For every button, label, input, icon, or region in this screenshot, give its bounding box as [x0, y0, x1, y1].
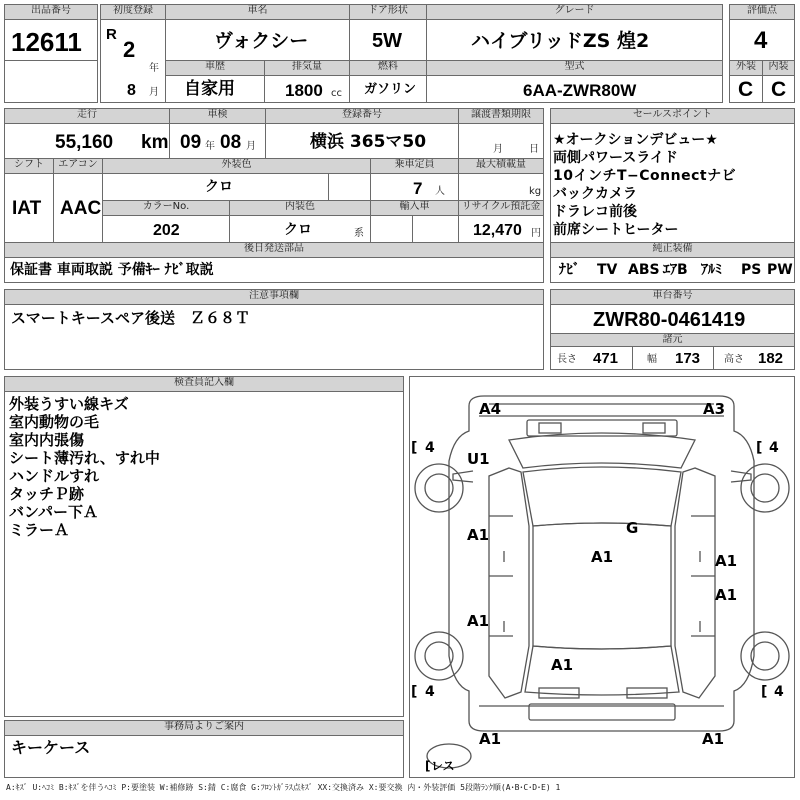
sales-point: バックカメラ [553, 186, 637, 202]
chassis-header: 車台番号 [550, 289, 795, 305]
car-name-cell [165, 19, 350, 61]
import-cell-left [370, 215, 413, 243]
fuel-header: 燃料 [349, 60, 427, 76]
reg-month: 8 [127, 82, 136, 99]
aircon: AAC [60, 198, 102, 219]
sales-point: ドラレコ前後 [553, 204, 637, 220]
max-load-unit: kg [529, 186, 542, 197]
mileage-unit: km [141, 132, 169, 153]
interior-header: 内装 [762, 60, 795, 76]
first-reg-cell [100, 19, 166, 103]
damage-marker: A1 [591, 548, 614, 566]
color-no-header: カラーNo. [102, 200, 230, 216]
car-name-header: 車名 [165, 4, 350, 20]
inspector-note: 室内動物の毛 [9, 413, 100, 431]
inspection-year-unit: 年 [205, 141, 215, 152]
inspector-note: タッチＰ跡 [9, 485, 85, 503]
capacity-cell [370, 173, 459, 201]
height-label: 高さ [724, 354, 744, 365]
ext-color-blank [328, 173, 371, 201]
inspection-header: 車検 [169, 108, 266, 124]
damage-marker: A1 [551, 656, 574, 674]
max-load-header: 最大積載量 [458, 158, 544, 174]
import-cell-right [412, 215, 459, 243]
fuel: ガソリン [364, 82, 417, 97]
inspector-note: ミラーＡ [9, 521, 70, 539]
spare-tire: レス [431, 759, 455, 773]
transfer-cell [458, 123, 544, 159]
recycle-cell [458, 215, 544, 243]
equipment-item: PW [767, 262, 793, 278]
ext-color-header: 外装色 [102, 158, 371, 174]
inspector-box [4, 391, 404, 717]
height-cell [713, 346, 795, 370]
equipment-item: ｱﾙﾐ [701, 262, 722, 278]
lot-number: 12611 [11, 27, 82, 57]
sales-point: 両側パワースライド [553, 150, 678, 166]
equipment-item: ｴｱB [663, 262, 688, 278]
width: 173 [675, 350, 701, 367]
reg-year: 2 [123, 37, 136, 62]
mileage-cell [4, 123, 170, 159]
office-header: 事務局よりご案内 [4, 720, 404, 736]
history-header: 車歴 [165, 60, 265, 76]
damage-marker: A1 [479, 730, 502, 748]
notes-cell [4, 304, 544, 370]
inspection-year: 09 [180, 132, 202, 153]
damage-marker: A4 [479, 400, 502, 418]
inspector-note: シート薄汚れ、すれ中 [9, 449, 160, 467]
grade-header: グレード [426, 4, 723, 20]
history-cell [165, 75, 265, 103]
mileage: 55,160 [55, 132, 114, 153]
int-color-header: 内装色 [229, 200, 371, 216]
tire-left-bottom: 4 [425, 684, 435, 700]
color-no: 202 [153, 222, 180, 239]
later-parts: 保証書 車両取説 予備ｷｰ ﾅﾋﾞ取説 [10, 262, 214, 278]
grade: ハイブリッドZS 煌2 [471, 30, 650, 52]
equipment-item: TV [597, 262, 618, 278]
import-header: 輸入車 [370, 200, 459, 216]
tire-left-top: 4 [425, 440, 435, 456]
later-parts-header: 後日発送部品 [4, 242, 544, 258]
chassis-cell [550, 304, 795, 334]
registration-number: 横浜 365マ50 [310, 132, 427, 152]
tire-left-bottom-bracket: [ [411, 684, 418, 700]
grade-cell [426, 19, 723, 61]
lot-number-header: 出品番号 [4, 4, 98, 20]
recycle: 12,470 [473, 222, 522, 239]
recycle-header: リサイクル預託金 [458, 200, 544, 216]
shift: IAT [12, 198, 42, 219]
sales-points-header: セールスポイント [550, 108, 795, 124]
damage-marker: A3 [703, 400, 726, 418]
length: 471 [593, 350, 619, 367]
inspection-month: 08 [220, 132, 242, 153]
shift-cell [4, 173, 54, 243]
tire-right-top-bracket: [ [756, 440, 763, 456]
score-cell [729, 19, 795, 61]
ext-color-cell [102, 173, 329, 201]
damage-marker: A1 [702, 730, 725, 748]
length-cell [550, 346, 633, 370]
damage-marker: A1 [715, 586, 738, 604]
later-parts-cell [4, 257, 544, 283]
exterior-cell [729, 75, 763, 103]
equipment-item: PS [741, 262, 762, 278]
office-text: キーケース [11, 738, 91, 757]
capacity-unit: 人 [435, 186, 445, 197]
office-cell [4, 735, 404, 778]
legend: A:ｷｽﾞ U:ﾍｺﾐ B:ｷｽﾞを伴うﾍｺﾐ P:要塗装 W:補修跡 S:錆 C:腐食 G:ﾌﾛﾝﾄｶﾞﾗｽ点ｷｽﾞ XX:交換済み X:要交換 内・外装評価 5段階ﾗﾝｸ順(A･B･C･D･E) 1 [6, 783, 561, 792]
equipment-item: ﾅﾋﾞ [559, 262, 580, 278]
sales-point: 前席シートヒーター [553, 222, 679, 238]
interior-grade: C [771, 78, 787, 101]
doors-header: ドア形状 [349, 4, 427, 20]
equipment-cell [550, 257, 795, 283]
displacement-unit: cc [331, 88, 342, 99]
score: 4 [754, 27, 768, 54]
month-unit: 月 [149, 87, 159, 98]
inspector-note: ハンドルすれ [9, 467, 100, 485]
equipment-item: ABS [628, 262, 660, 278]
length-label: 長さ [557, 354, 577, 365]
inspector-note: 室内内張傷 [9, 431, 85, 449]
model: 6AA-ZWR80W [523, 81, 637, 100]
tire-right-bottom: 4 [774, 684, 784, 700]
int-color-unit: 系 [354, 228, 364, 239]
tire-right-top: 4 [769, 440, 779, 456]
first-reg-header: 初度登録 [100, 4, 166, 20]
era: R [106, 26, 117, 43]
mileage-header: 走行 [4, 108, 170, 124]
registration-cell [265, 123, 459, 159]
year-unit: 年 [149, 63, 159, 74]
inspector-note: 外装うすい線キズ [9, 395, 129, 413]
registration-header: 登録番号 [265, 108, 459, 124]
equipment-header: 純正装備 [550, 242, 795, 258]
sales-point: 10インチT−Connectナビ [553, 168, 737, 184]
transfer-header: 譲渡書類期限 [458, 108, 544, 124]
displacement-header: 排気量 [264, 60, 350, 76]
aircon-cell [53, 173, 103, 243]
ext-color: クロ [205, 179, 233, 195]
height: 182 [758, 350, 784, 367]
inspection-month-unit: 月 [246, 141, 256, 152]
width-cell [632, 346, 714, 370]
fuel-cell [349, 75, 427, 103]
damage-marker: U1 [467, 450, 490, 468]
damage-marker: A1 [467, 526, 490, 544]
displacement-cell [264, 75, 350, 103]
aircon-header: エアコン [53, 158, 103, 174]
car-name: ヴォクシー [214, 30, 309, 52]
damage-marker: A1 [467, 612, 490, 630]
int-color-cell [229, 215, 371, 243]
recycle-unit: 円 [531, 228, 541, 239]
tire-right-bottom-bracket: [ [761, 684, 768, 700]
model-cell [426, 75, 723, 103]
exterior-grade: C [738, 78, 754, 101]
doors: 5W [372, 30, 402, 52]
specs-header: 諸元 [550, 333, 795, 347]
displacement: 1800 [285, 81, 323, 100]
history: 自家用 [184, 79, 235, 99]
exterior-header: 外装 [729, 60, 763, 76]
score-header: 評価点 [729, 4, 795, 20]
spare-bracket: [ [425, 759, 431, 773]
transfer-month-unit: 月 [493, 144, 503, 155]
transfer-day-unit: 日 [529, 144, 539, 155]
inspector-note: バンパー下Ａ [9, 503, 98, 521]
capacity-header: 乗車定員 [370, 158, 459, 174]
shift-header: シフト [4, 158, 54, 174]
max-load-cell [458, 173, 544, 201]
interior-cell [762, 75, 795, 103]
model-header: 型式 [426, 60, 723, 76]
capacity: 7 [413, 179, 423, 198]
car-diagram [409, 376, 795, 778]
damage-marker: G [626, 519, 639, 537]
chassis-number: ZWR80-0461419 [593, 309, 746, 331]
lot-number-cell [4, 19, 98, 61]
doors-cell [349, 19, 427, 61]
width-label: 幅 [647, 354, 657, 365]
sales-point: ★オークションデビュー★ [553, 132, 718, 148]
notes-text: スマートキースペア後送 Ｚ６８Ｔ [11, 309, 250, 327]
inspector-header: 検査員記入欄 [4, 376, 404, 392]
notes-header: 注意事項欄 [4, 289, 544, 305]
sales-points-box [550, 123, 795, 243]
damage-marker: A1 [715, 552, 738, 570]
lot-number-blank [4, 60, 98, 103]
color-no-cell [102, 215, 230, 243]
int-color: クロ [284, 222, 312, 238]
inspection-cell [169, 123, 266, 159]
tire-left-top-bracket: [ [411, 440, 418, 456]
